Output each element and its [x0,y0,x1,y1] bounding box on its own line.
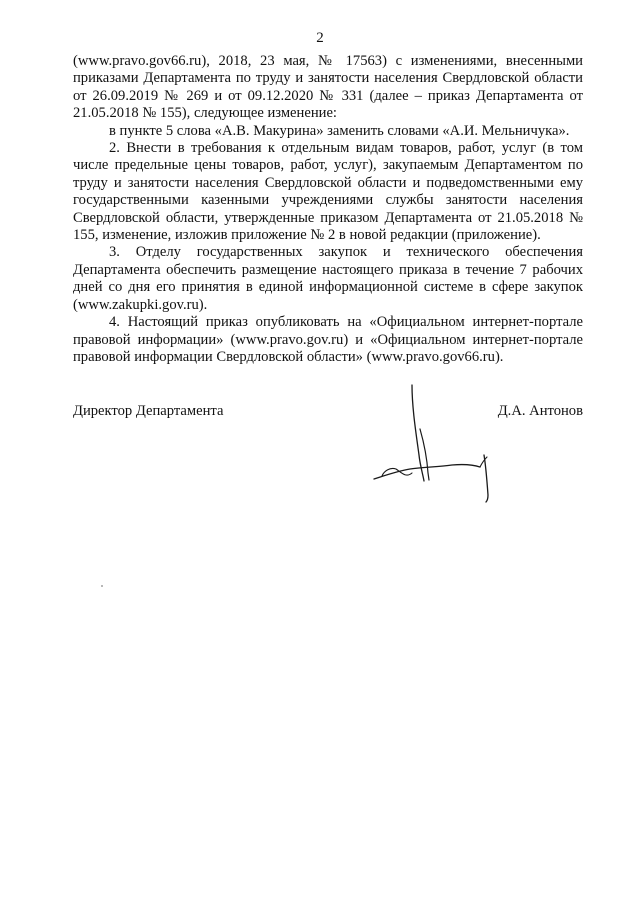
paragraph-amendment: в пункте 5 слова «А.В. Макурина» заменить словами «А.И. Мельничука». [109,122,570,139]
paragraph-item-3: 3. Отделу государственных закупок и технического обеспечения Департамента обеспечить размещение настоящего приказа в течение 7 рабочих дней со дня его принятия в единой информационной системе в сфере закупок (www.zakupki.gov.ru). [73,244,583,313]
paragraph-item-2: 2. Внести в требования к отдельным видам товаров, работ, услуг (в том числе предельные цены товаров, работ, услуг), закупаемым Департаментом по труду и занятости населения Свердловской области и подведомственными ему государственными казенными учреждениями службы занятости населения Свердловской области, утвержденные приказом Департамента от 21.05.2018 № 155, изменение, изложив приложение № 2 в новой редакции (приложение). [73,140,583,244]
page-number: 2 [316,30,324,46]
handwritten-signature [372,383,512,503]
signatory-title: Директор Департамента [73,403,224,419]
paragraph-item-4: 4. Настоящий приказ опубликовать на «Официальном интернет-портале правовой информации» (www.pravo.gov.ru) и «Официальном интернет-портале правовой информации Свердловской области» (www.pravo.gov66.ru). [73,314,583,365]
scan-speck [101,585,103,587]
document-body [73,53,583,366]
signatory-name: Д.А. Антонов [497,403,583,419]
paragraph-continuation: (www.pravo.gov66.ru), 2018, 23 мая, № 17563) с изменениями, внесенными приказами Департамента по труду и занятости населения Свердловской области от 26.09.2019 № 269 и от 09.12.2020 № 331 (далее – приказ Департамента от 21.05.2018 № 155), следующее изменение: [73,53,583,122]
